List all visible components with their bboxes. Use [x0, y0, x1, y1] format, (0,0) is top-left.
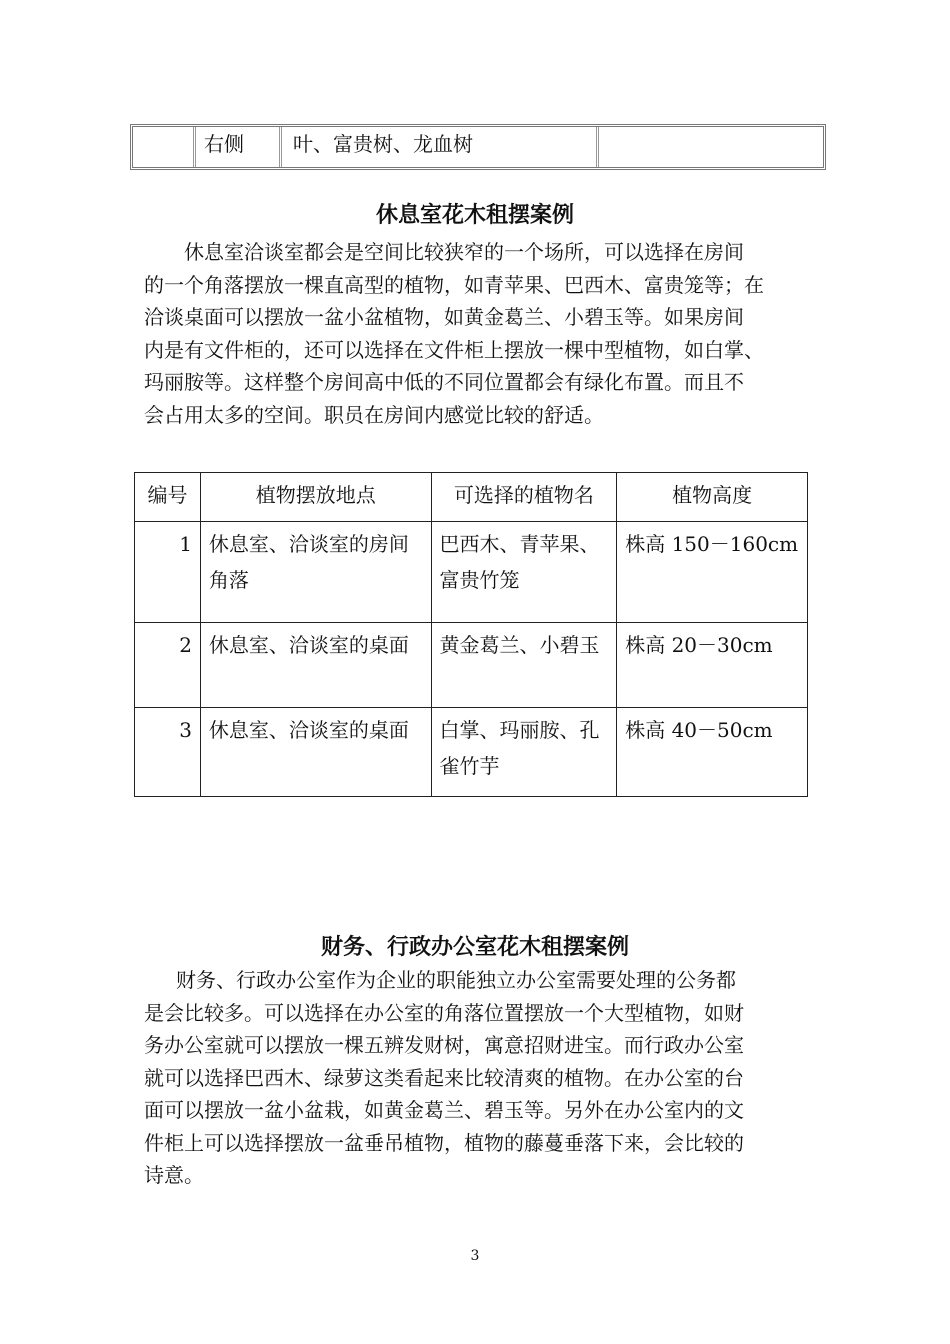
paragraph-line: 务办公室就可以摆放一棵五辨发财树，寓意招财进宝。而行政办公室	[144, 1033, 744, 1057]
header-place: 植物摆放地点	[200, 473, 431, 522]
section-title-finance-admin: 财务、行政办公室花木租摆案例	[320, 935, 629, 960]
table-row	[135, 522, 808, 623]
table-header-row	[135, 473, 808, 522]
paragraph-line: 就可以选择巴西木、绿萝这类看起来比较清爽的植物。在办公室的台	[144, 1065, 744, 1090]
paragraph-line: 是会比较多。可以选择在办公室的角落位置摆放一个大型植物，如财	[144, 1000, 744, 1025]
header-height: 植物高度	[617, 473, 808, 522]
paragraph-line: 内是有文件柜的，还可以选择在文件柜上摆放一棵中型植物，如白掌、	[144, 337, 764, 362]
paragraph-line: 诗意。	[144, 1163, 204, 1187]
cell-number: 3	[135, 708, 201, 797]
paragraph-line: 洽谈桌面可以摆放一盆小盆植物，如黄金葛兰、小碧玉等。如果房间	[144, 305, 744, 329]
paragraph-line: 会占用太多的空间。职员在房间内感觉比较的舒适。	[144, 402, 604, 427]
cell-number: 2	[135, 623, 201, 708]
section-title-lounge: 休息室花木租摆案例	[375, 203, 574, 228]
paragraph-line: 玛丽胺等。这样整个房间高中低的不同位置都会有绿化布置。而且不	[144, 370, 744, 394]
cell-place: 休息室、洽谈室的桌面	[200, 708, 431, 797]
paragraph-line: 休息室洽谈室都会是空间比较狭窄的一个场所，可以选择在房间	[184, 240, 744, 264]
table-row	[135, 623, 808, 708]
plant-table	[134, 472, 808, 797]
table-cell-empty	[602, 127, 824, 167]
header-plants: 可选择的植物名	[431, 473, 617, 522]
cell-height: 株高 40－50cm	[617, 708, 808, 797]
paragraph-line: 件柜上可以选择摆放一盆垂吊植物，植物的藤蔓垂落下来，会比较的	[144, 1130, 744, 1155]
paragraph-line: 财务、行政办公室作为企业的职能独立办公室需要处理的公务都	[176, 968, 736, 992]
cell-number: 1	[135, 522, 201, 623]
paragraph-line: 的一个角落摆放一棵直高型的植物，如青苹果、巴西木、富贵笼等；在	[144, 272, 764, 297]
cell-plants: 白掌、玛丽胺、孔雀竹芋	[431, 708, 617, 797]
header-number: 编号	[135, 473, 201, 522]
cell-height: 株高 20－30cm	[617, 623, 808, 708]
paragraph-line: 面可以摆放一盆小盆栽，如黄金葛兰、碧玉等。另外在办公室内的文	[144, 1098, 744, 1122]
table-row	[135, 708, 808, 797]
page-number: 3	[470, 1248, 480, 1264]
cell-plants: 黄金葛兰、小碧玉	[431, 623, 617, 708]
cell-plants: 巴西木、青苹果、富贵竹笼	[431, 522, 617, 623]
table-cell-position: 右侧	[196, 127, 282, 167]
paragraph-lounge	[144, 236, 808, 431]
cell-place: 休息室、洽谈室的房间角落	[200, 522, 431, 623]
table-cell-plants: 叶、富贵树、龙血树	[285, 127, 599, 167]
cell-place: 休息室、洽谈室的桌面	[200, 623, 431, 708]
paragraph-finance-admin	[144, 964, 808, 1192]
continued-table-row	[130, 124, 826, 170]
cell-height: 株高 150－160cm	[617, 522, 808, 623]
table-cell-empty	[133, 127, 196, 167]
